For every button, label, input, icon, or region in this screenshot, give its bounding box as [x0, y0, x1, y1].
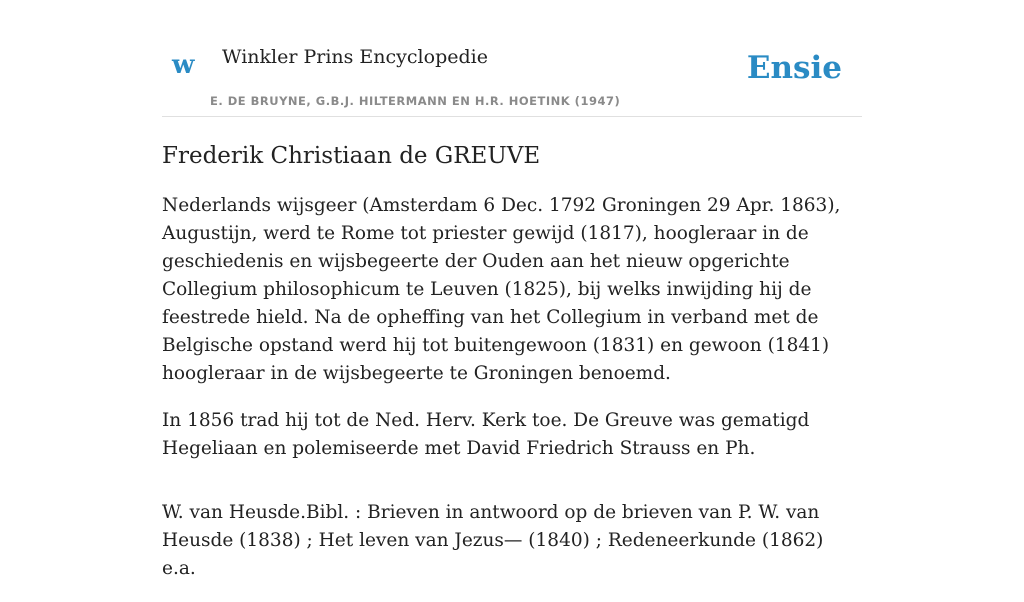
article-paragraph: In 1856 trad hij tot de Ned. Herv. Kerk toe. De Greuve was gematigd Hegeliaan en polemiseerde met David Friedrich Strauss en Ph. [162, 409, 810, 459]
w-logo-icon[interactable]: w [172, 50, 195, 80]
ensie-logo[interactable]: Ensie [746, 50, 842, 86]
article-paragraph: Nederlands wijsgeer (Amsterdam 6 Dec. 1792 Groningen 29 Apr. 1863), Augustijn, werd te Rome tot priester gewijd (1817), hoogleraar in de geschiedenis en wijsbegeerte der Ouden aan het nieuw opgerichte Collegium philosophicum te Leuven (1825), bij welks inwijding hij de feestrede hield. Na de opheffing van het Collegium in verband met de Belgische opstand werd hij tot buitengewoon (1831) en gewoon (1841) hoogleraar in de wijsbegeerte te Groningen benoemd. [162, 194, 841, 384]
bibliography-paragraph: W. van Heusde.Bibl. : Brieven in antwoord op de brieven van P. W. van Heusde (1838) ; Het leven van Jezus— (1840) ; Redeneerkunde (1862) e.a. [162, 501, 824, 579]
site-subtitle: E. DE BRUYNE, G.B.J. HILTERMANN EN H.R. HOETINK (1947) [210, 94, 621, 108]
article-title: Frederik Christiaan de GREUVE [162, 143, 541, 169]
site-title[interactable]: Winkler Prins Encyclopedie [222, 46, 488, 68]
site-header [162, 0, 862, 117]
article-body [162, 192, 862, 583]
